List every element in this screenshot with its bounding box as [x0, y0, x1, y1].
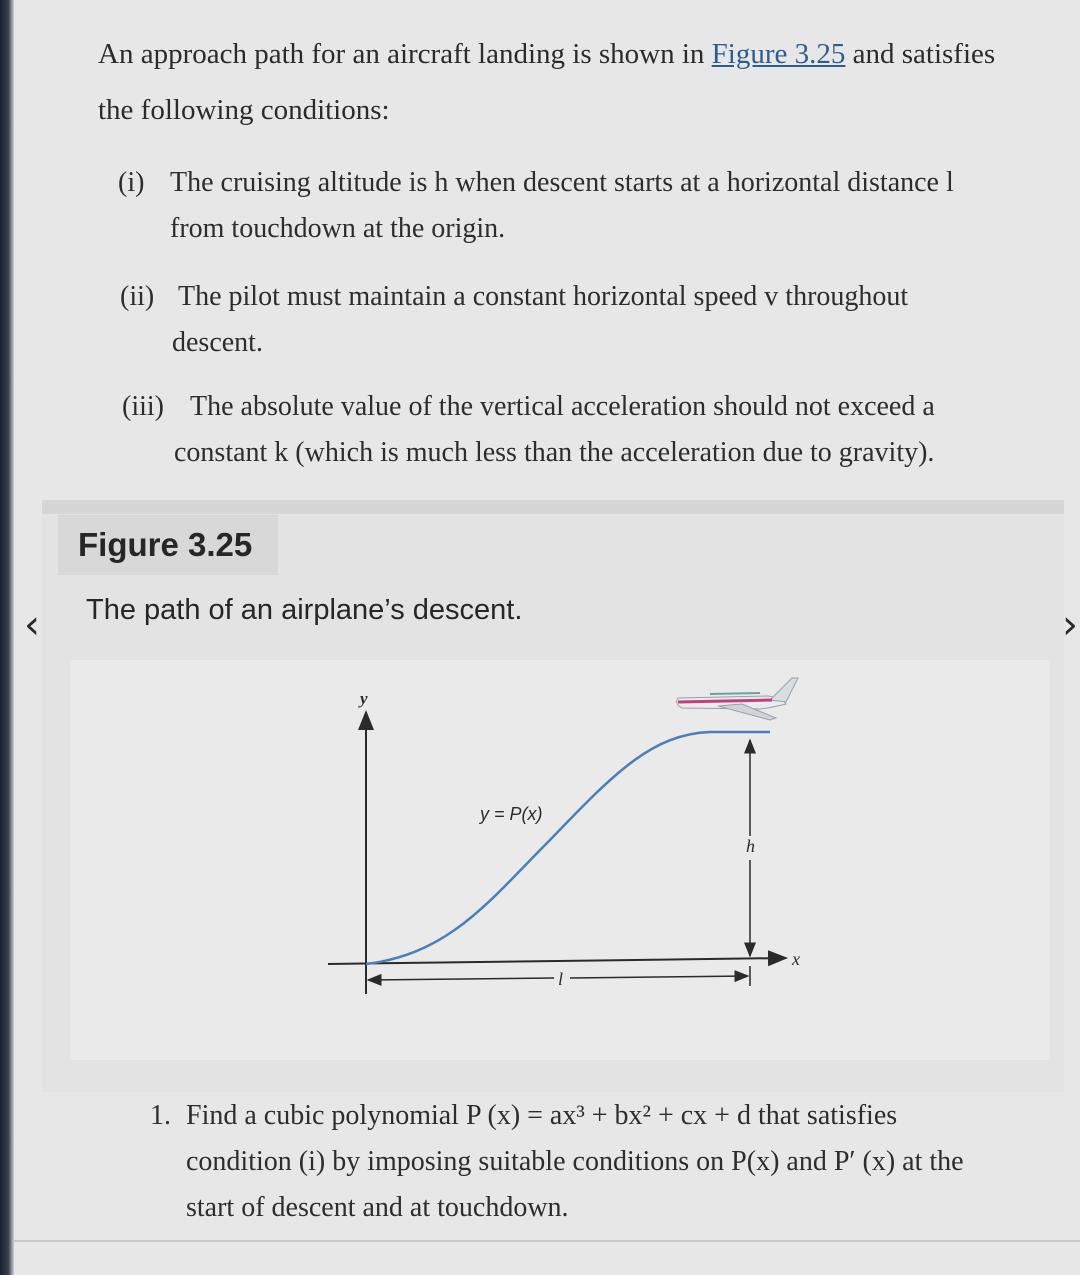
condition-text: descent. — [172, 327, 263, 358]
condition-text: from touchdown at the origin. — [170, 213, 506, 244]
intro-text-before: An approach path for an aircraft landing is shown in — [98, 38, 705, 70]
question-text: Find a cubic polynomial P (x) = ax³ + bx² + cx + d that satisfies — [186, 1100, 898, 1131]
condition-item — [120, 274, 1000, 366]
x-axis-label: x — [792, 949, 800, 969]
condition-text: The pilot must maintain a constant horizontal speed v throughout — [178, 281, 909, 312]
page-divider — [14, 1240, 1080, 1242]
distance-dimension-line — [570, 976, 748, 978]
question-text: condition (i) by imposing suitable conditions on P(x) and P′ (x) at the — [186, 1146, 964, 1177]
question-item — [150, 1093, 1030, 1231]
figure-diagram — [70, 660, 1050, 1060]
previous-figure-button[interactable]: ‹ — [24, 602, 40, 648]
screen-edge — [0, 0, 14, 1275]
figure-link[interactable]: Figure 3.25 — [711, 38, 846, 70]
condition-text: The absolute value of the vertical acceleration should not exceed a — [190, 391, 935, 422]
condition-item — [122, 384, 1002, 476]
intro-text-after: and satisfies the following conditions: — [98, 38, 996, 126]
descent-curve — [366, 732, 770, 964]
distance-dimension-line — [368, 978, 554, 980]
airplane-icon — [677, 678, 798, 720]
condition-item — [118, 160, 998, 252]
descent-diagram — [70, 660, 1050, 1060]
figure-caption: The path of an airplane’s descent. — [86, 594, 523, 626]
condition-number: (i) — [118, 167, 145, 198]
condition-number: (iii) — [122, 391, 164, 422]
condition-text: constant k (which is much less than the acceleration due to gravity). — [174, 437, 935, 468]
height-label: h — [746, 836, 755, 856]
intro-paragraph — [98, 26, 998, 138]
curve-label: y = P(x) — [480, 804, 543, 824]
question-text: start of descent and at touchdown. — [186, 1192, 569, 1223]
condition-text: The cruising altitude is h when descent starts at a horizontal distance l — [170, 167, 954, 198]
distance-label: l — [558, 969, 564, 989]
question-number: 1. — [150, 1100, 171, 1131]
condition-number: (ii) — [120, 281, 155, 312]
figure-label: Figure 3.25 — [58, 515, 278, 575]
y-axis-label: y — [360, 689, 368, 708]
next-figure-button[interactable]: › — [1062, 602, 1078, 648]
